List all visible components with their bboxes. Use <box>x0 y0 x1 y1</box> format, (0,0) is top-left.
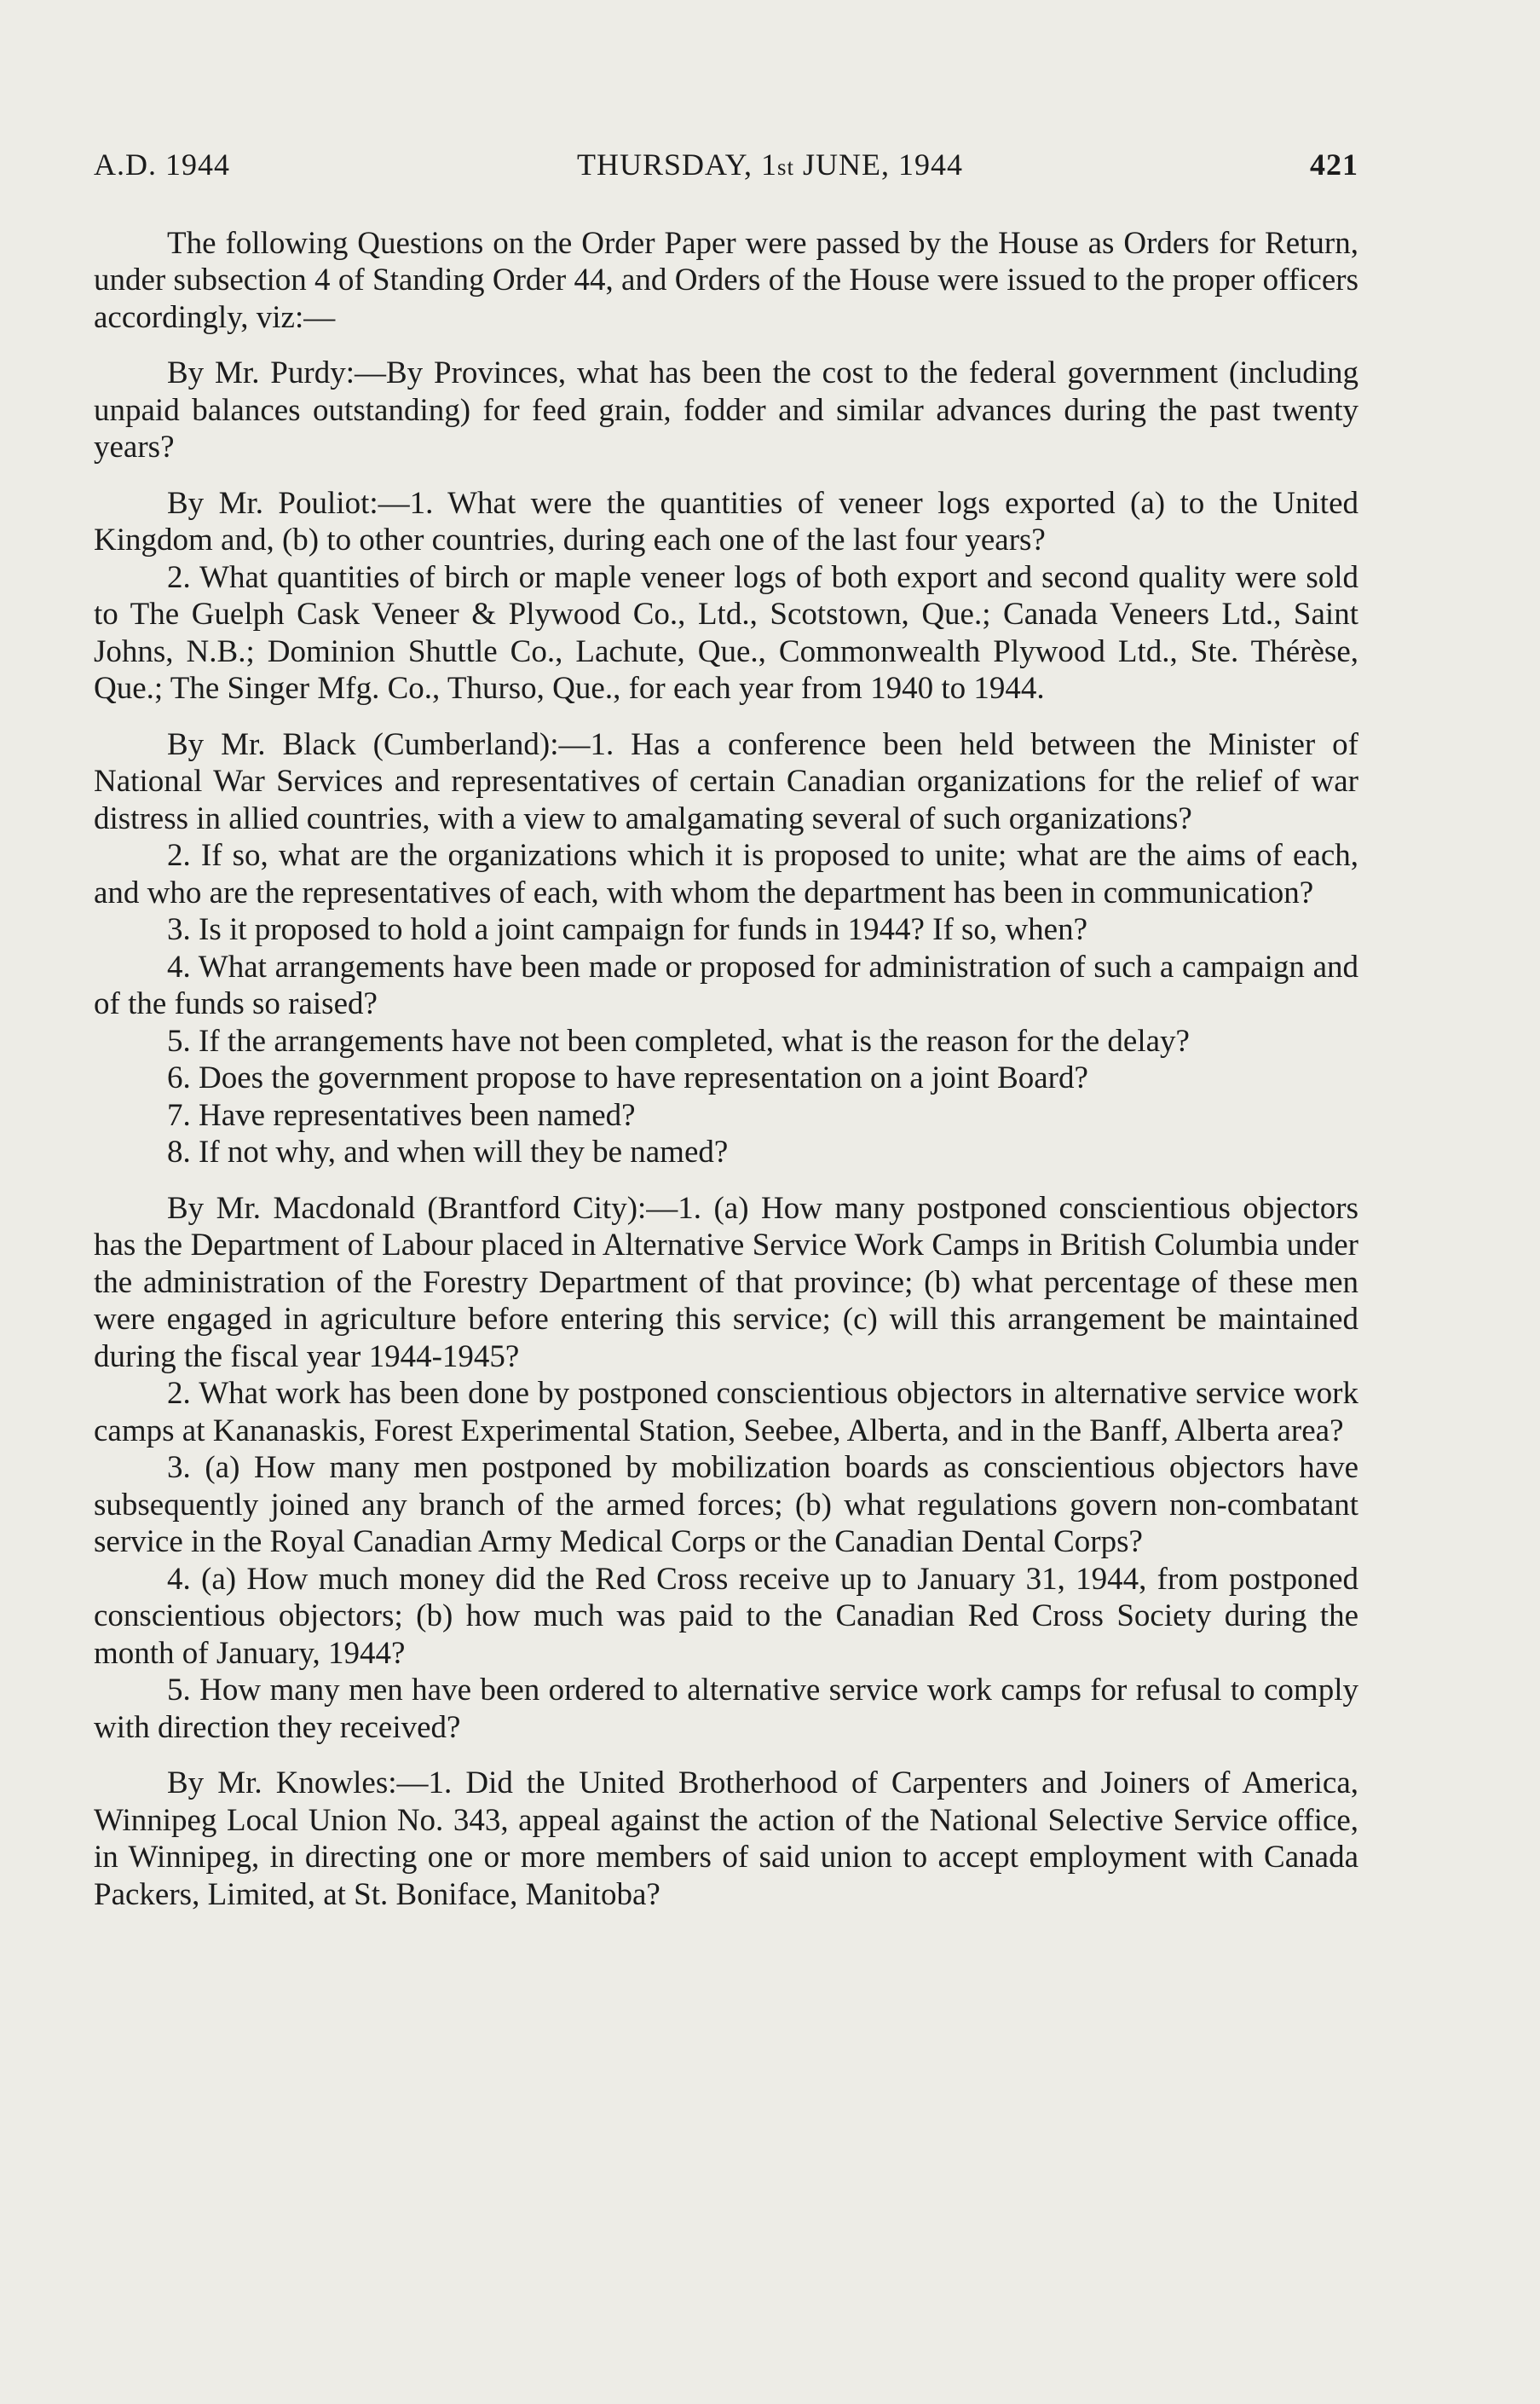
paragraph: The following Questions on the Order Paper were passed by the House as Orders for Return, under subsection 4 of Standing Order 44, and Orders of the House were issued to the proper officers accordingly, viz:— <box>94 225 1358 335</box>
paragraph: 7. Have representatives been named? <box>167 1097 636 1133</box>
paragraph: 5. How many men have been ordered to alternative service work camps for refusal to comply with direction they received? <box>94 1673 1358 1745</box>
paragraph: By Mr. Purdy:—By Provinces, what has been the cost to the federal government (including unpaid balances outstanding) for feed grain, fodder and similar advances during the past twenty years? <box>94 355 1358 465</box>
paragraph: By Mr. Knowles:—1. Did the United Brotherhood of Carpenters and Joiners of America, Winnipeg Local Union No. 343, appeal against the action of the National Selective Service office, in Winnipeg, in directing one or more members of said union to accept employment with Canada Packers, Limited, at St. Boniface, Manitoba? <box>94 1765 1358 1912</box>
paragraph: 4. What arrangements have been made or proposed for administration of such a campaign and of the funds so raised? <box>94 949 1358 1021</box>
paragraph: 2. What work has been done by postponed conscientious objectors in alternative service work camps at Kananaskis, Forest Experimental Station, Seebee, Alberta, and in the Banff, Alberta area? <box>94 1376 1358 1448</box>
paragraph: 4. (a) How much money did the Red Cross receive up to January 31, 1944, from postponed conscientious objectors; (b) how much was paid to the Canadian Red Cross Society during the month of January, 1944? <box>94 1561 1358 1671</box>
page-number: 421 <box>1310 147 1358 182</box>
running-header <box>94 147 1358 187</box>
paragraph: 2. If so, what are the organizations which it is proposed to unite; what are the aims of each, and who are the representatives of each, with whom the department has been in communication? <box>94 838 1358 910</box>
paragraph: By Mr. Black (Cumberland):—1. Has a conference been held between the Minister of National War Services and representatives of certain Canadian organizations for the relief of war distress in allied countries, with a view to amalgamating several of such organizations? <box>94 726 1358 836</box>
body-text <box>94 225 1358 1914</box>
paragraph: 3. (a) How many men postponed by mobilization boards as conscientious objectors have subsequently joined any branch of the armed forces; (b) what regulations govern non-combatant service in the Royal Canadian Army Medical Corps or the Canadian Dental Corps? <box>94 1450 1358 1559</box>
paragraph: 2. What quantities of birch or maple veneer logs of both export and second quality were sold to The Guelph Cask Veneer & Plywood Co., Ltd., Scotstown, Que.; Canada Veneers Ltd., Saint Johns, N.B.; Dominion Shuttle Co., Lachute, Que., Commonwealth Plywood Ltd., Ste. Thérèse, Que.; The Singer Mfg. Co., Thurso, Que., for each year from 1940 to 1944. <box>94 559 1358 706</box>
paragraph: By Mr. Macdonald (Brantford City):—1. (a) How many postponed conscientious objectors has the Department of Labour placed in Alternative Service Work Camps in British Columbia under the administration of the Forestry Department of that province; (b) what percentage of these men were engaged in agriculture before entering this service; (c) will this arrangement be maintained during the fiscal year 1944-1945? <box>94 1190 1358 1374</box>
paragraph: 8. If not why, and when will they be named? <box>167 1135 729 1170</box>
paragraph: By Mr. Pouliot:—1. What were the quantities of veneer logs exported (a) to the United Kingdom and, (b) to other countries, during each one of the last four years? <box>94 485 1358 558</box>
header-date: THURSDAY, 1st JUNE, 1944 <box>576 147 964 182</box>
journal-page <box>94 147 1358 1913</box>
header-year: A.D. 1944 <box>94 147 230 182</box>
paragraph: 5. If the arrangements have not been completed, what is the reason for the delay? <box>167 1023 1190 1059</box>
paragraph: 6. Does the government propose to have representation on a joint Board? <box>167 1060 1088 1095</box>
paragraph: 3. Is it proposed to hold a joint campaign for funds in 1944? If so, when? <box>167 912 1087 947</box>
